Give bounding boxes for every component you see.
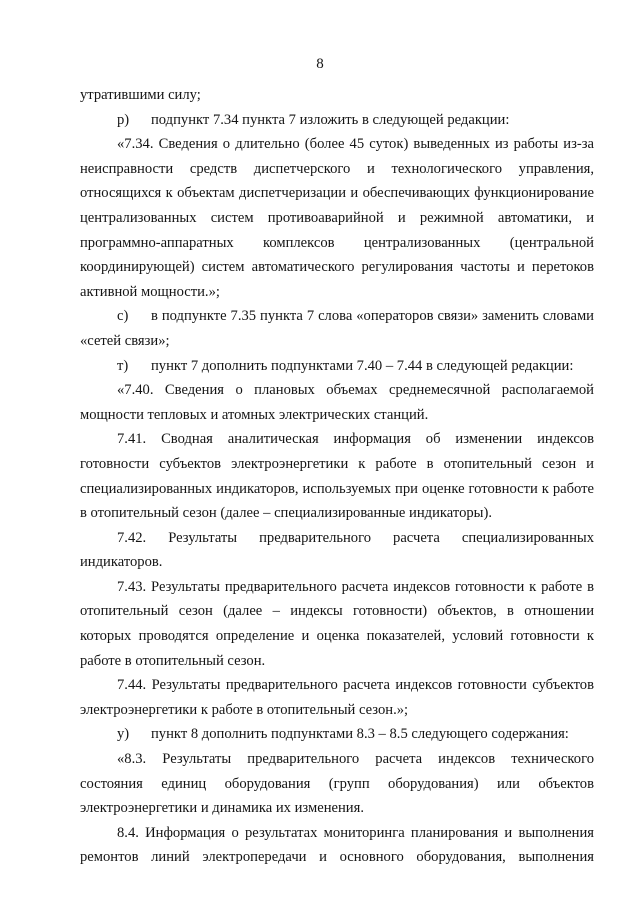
- list-item-text: подпункт 7.34 пункта 7 изложить в следующей редакции:: [151, 111, 510, 128]
- page-number: 8: [316, 56, 324, 72]
- list-item-r: [80, 108, 594, 133]
- paragraph: «сетей связи»;: [80, 332, 170, 349]
- paragraph: 7.44. Результаты предварительного расчета индексов готовности субъектов электроэнергетики к работе в отопительный сезон.»;: [80, 677, 594, 718]
- paragraph: 7.42. Результаты предварительного расчета специализированных индикаторов.: [80, 529, 594, 571]
- paragraph: 8.4. Информация о результатах мониторинга планирования и выполнения ремонтов линий электропередачи и основного оборудования, выполнения: [80, 824, 594, 866]
- list-item-s: [80, 304, 594, 329]
- list-item-text: пункт 8 дополнить подпунктами 8.3 – 8.5 следующего содержания:: [151, 726, 569, 743]
- document-body: [80, 83, 594, 870]
- list-item-text: пункт 7 дополнить подпунктами 7.40 – 7.44 в следующей редакции:: [151, 357, 574, 374]
- paragraph: «7.34. Сведения о длительно (более 45 суток) выведенных из работы из-за неисправности средств диспетчерского и технологического управления, относящихся к объектам диспетчеризации и обеспечивающих функционирование централизованных систем противоаварийной и режимной автоматики, и программно-аппаратных комплексов централизованных (центральной координирующей) систем автоматического регулирования частоты и перетоков активной мощности.»;: [80, 136, 594, 300]
- list-item-label: у): [117, 726, 130, 743]
- paragraph: 7.41. Сводная аналитическая информация об изменении индексов готовности субъектов электроэнергетики к работе в отопительный сезон и специализированных индикаторов, используемых при оценке готовности к работе в отопительный сезон (далее – специализированные индикаторы).: [80, 431, 594, 522]
- list-item-label: т): [117, 357, 129, 374]
- paragraph: утратившими силу;: [80, 87, 201, 103]
- list-item-u: [80, 722, 594, 747]
- list-item-t: [80, 354, 594, 379]
- paragraph: «8.3. Результаты предварительного расчета индексов технического состояния единиц оборудования (групп оборудования) или объектов электроэнергетики и динамика их изменения.: [80, 751, 594, 817]
- list-item-label: р): [117, 111, 130, 128]
- paragraph: «7.40. Сведения о плановых объемах среднемесячной располагаемой мощности тепловых и атомных электрических станций.: [80, 382, 594, 423]
- list-item-label: с): [117, 308, 129, 325]
- paragraph: 7.43. Результаты предварительного расчета индексов готовности к работе в отопительный сезон (далее – индексы готовности) объектов, в отношении которых проводятся определение и оценка показателей, условий готовности к работе в отопительный сезон.: [80, 578, 594, 669]
- list-item-text: в подпункте 7.35 пункта 7 слова «операторов связи» заменить словами: [151, 308, 594, 325]
